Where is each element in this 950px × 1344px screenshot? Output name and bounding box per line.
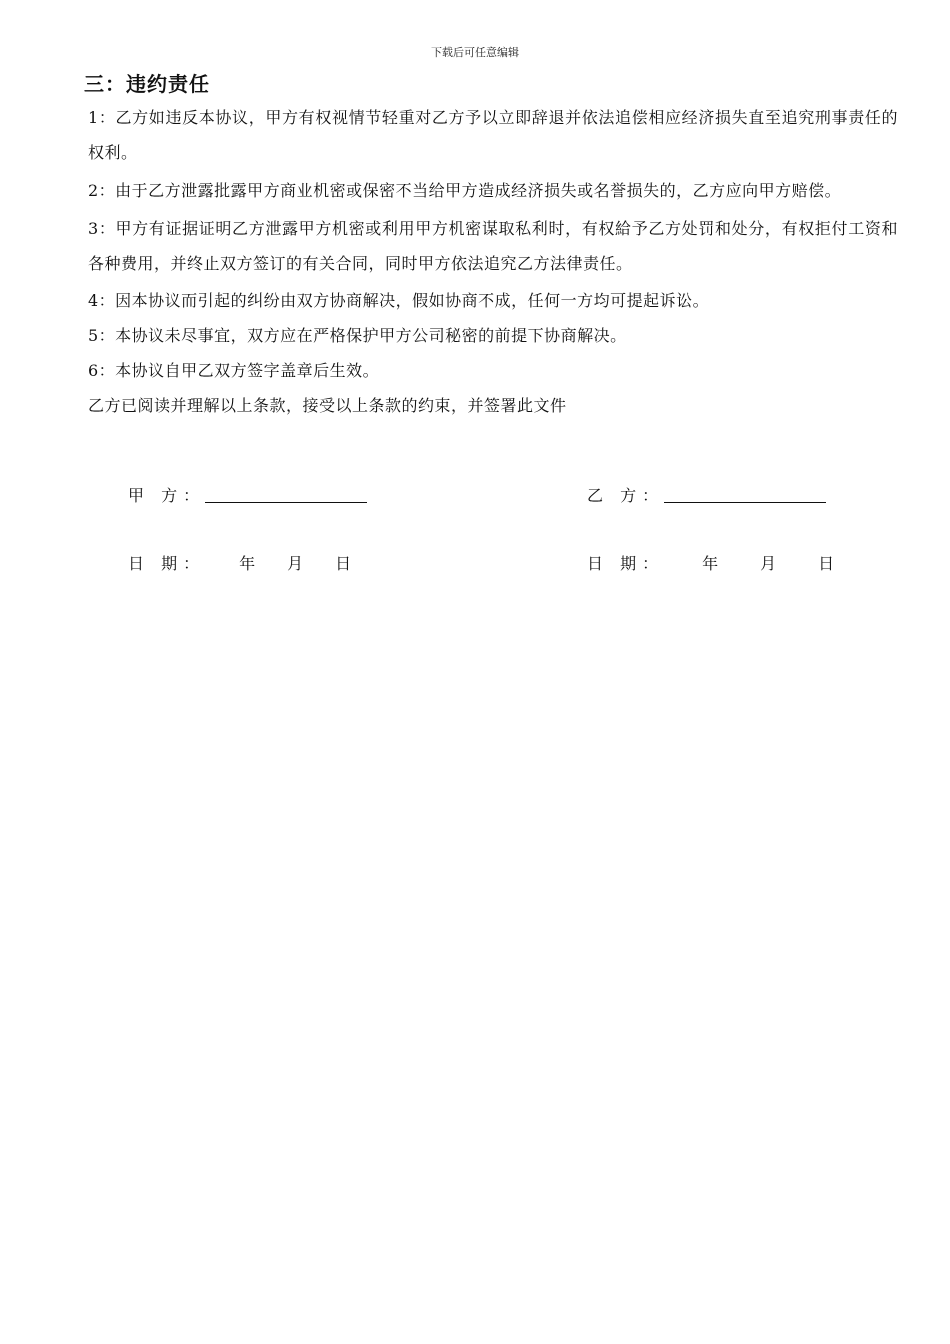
party-b-date-label: 日 期：	[587, 554, 665, 573]
party-a-signature-line[interactable]	[205, 482, 367, 503]
party-b-month: 月	[760, 554, 777, 573]
party-b-signature-block	[587, 481, 834, 579]
party-a-date-row	[128, 549, 367, 579]
clause-5: 5：本协议未尽事宜，双方应在严格保护甲方公司秘密的前提下协商解决。	[88, 326, 627, 345]
party-b-year: 年	[702, 554, 719, 573]
party-a-label: 甲 方：	[128, 486, 206, 505]
party-a-date-label: 日 期：	[128, 554, 206, 573]
clause-6: 6：本协议自甲乙双方签字盖章后生效。	[88, 361, 380, 380]
party-a-row	[128, 481, 367, 511]
clauses-list	[88, 100, 898, 424]
party-a-month: 月	[287, 554, 304, 573]
clause-1: 1：乙方如违反本协议，甲方有权视情节轻重对乙方予以立即辞退并依法追偿相应经济损失直至追究刑事责任的权利。	[88, 108, 898, 162]
header-note: 下载后可任意编辑	[431, 46, 519, 59]
clause-2: 2：由于乙方泄露批露甲方商业机密或保密不当给甲方造成经济损失或名誉损失的，乙方应向甲方赔偿。	[88, 181, 842, 200]
party-b-label: 乙 方：	[587, 486, 665, 505]
acknowledgement: 乙方已阅读并理解以上条款，接受以上条款的约束，并签署此文件	[88, 396, 567, 415]
section-title: 三：违约责任	[84, 72, 210, 96]
party-a-day: 日	[335, 554, 352, 573]
party-b-day: 日	[818, 554, 835, 573]
party-a-signature-block	[128, 481, 367, 579]
party-b-signature-line[interactable]	[664, 482, 826, 503]
party-a-year: 年	[239, 554, 256, 573]
clause-4: 4：因本协议而引起的纠纷由双方协商解决，假如协商不成，任何一方均可提起诉讼。	[88, 291, 710, 310]
party-b-row	[587, 481, 834, 511]
clause-3: 3：甲方有证据证明乙方泄露甲方机密或利用甲方机密谋取私利时，有权給予乙方处罚和处分，有权拒付工资和各种费用，并终止双方签订的有关合同，同时甲方依法追究乙方法律责任。	[88, 219, 898, 273]
party-b-date-row	[587, 549, 834, 579]
